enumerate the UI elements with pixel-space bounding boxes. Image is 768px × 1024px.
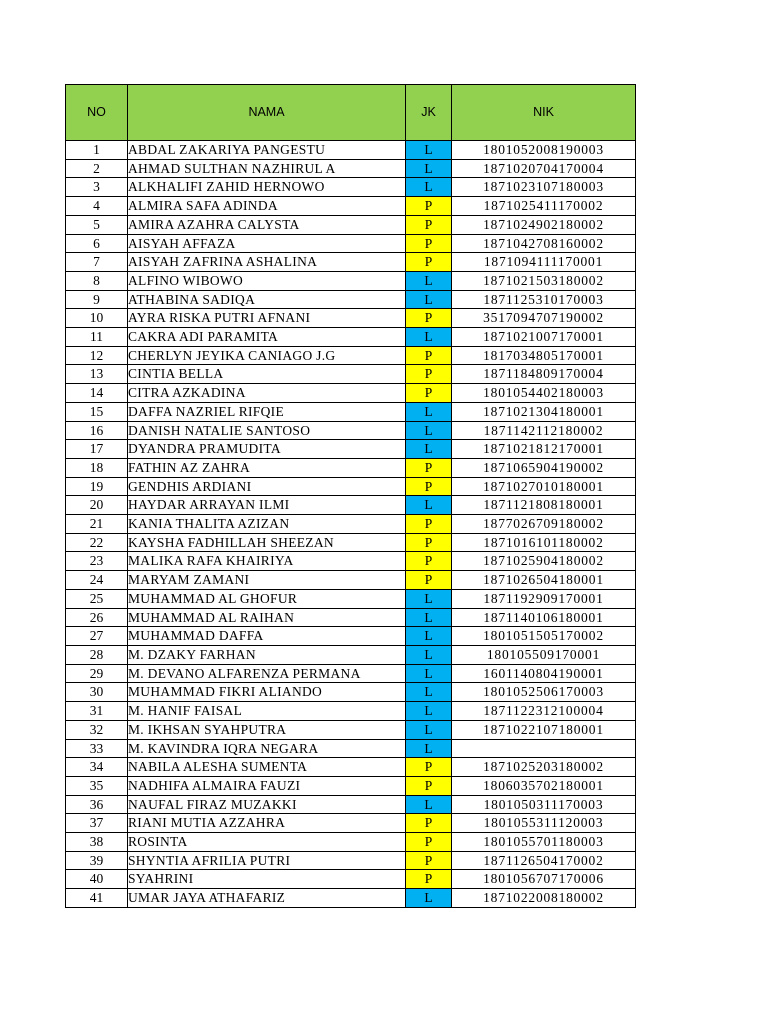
cell-no: 41 [66, 889, 128, 908]
cell-nik: 1601140804190001 [452, 664, 636, 683]
cell-no: 5 [66, 215, 128, 234]
cell-nik: 3517094707190002 [452, 309, 636, 328]
table-row [66, 664, 636, 683]
cell-no: 39 [66, 851, 128, 870]
table-row [66, 328, 636, 347]
cell-nik: 1871026504180001 [452, 571, 636, 590]
cell-nama: AMIRA AZAHRA CALYSTA [128, 215, 406, 234]
cell-nama: AISYAH ZAFRINA ASHALINA [128, 253, 406, 272]
cell-nik [452, 739, 636, 758]
table-row [66, 402, 636, 421]
cell-nik: 1806035702180001 [452, 776, 636, 795]
table-row [66, 234, 636, 253]
cell-nik: 1877026709180002 [452, 515, 636, 534]
cell-nama: NABILA ALESHA SUMENTA [128, 758, 406, 777]
cell-nama: MUHAMMAD DAFFA [128, 627, 406, 646]
cell-nama: MUHAMMAD AL GHOFUR [128, 589, 406, 608]
cell-nik: 1871023107180003 [452, 178, 636, 197]
cell-no: 40 [66, 870, 128, 889]
cell-no: 24 [66, 571, 128, 590]
cell-no: 26 [66, 608, 128, 627]
table-row [66, 197, 636, 216]
cell-jk: P [406, 833, 452, 852]
cell-jk: L [406, 889, 452, 908]
cell-no: 34 [66, 758, 128, 777]
table-row [66, 833, 636, 852]
cell-no: 20 [66, 496, 128, 515]
cell-no: 15 [66, 402, 128, 421]
cell-nik: 1801055701180003 [452, 833, 636, 852]
cell-no: 29 [66, 664, 128, 683]
cell-nik: 1801052506170003 [452, 683, 636, 702]
table-header [66, 85, 636, 141]
cell-jk: L [406, 421, 452, 440]
cell-nik: 180105509170001 [452, 645, 636, 664]
cell-jk: L [406, 627, 452, 646]
cell-nik: 1817034805170001 [452, 346, 636, 365]
cell-nik: 1801051505170002 [452, 627, 636, 646]
cell-jk: P [406, 309, 452, 328]
table-row [66, 365, 636, 384]
table-row [66, 627, 636, 646]
cell-jk: L [406, 608, 452, 627]
table-row [66, 552, 636, 571]
cell-nik: 1801055311120003 [452, 814, 636, 833]
cell-no: 36 [66, 795, 128, 814]
cell-jk: L [406, 178, 452, 197]
cell-nama: M. IKHSAN SYAHPUTRA [128, 720, 406, 739]
cell-nama: GENDHIS ARDIANI [128, 477, 406, 496]
cell-no: 23 [66, 552, 128, 571]
cell-no: 1 [66, 141, 128, 160]
cell-jk: P [406, 515, 452, 534]
cell-nik: 1871025411170002 [452, 197, 636, 216]
cell-nik: 1871121808180001 [452, 496, 636, 515]
cell-nik: 1871025904180002 [452, 552, 636, 571]
table-row [66, 758, 636, 777]
cell-no: 31 [66, 702, 128, 721]
cell-nik: 1871142112180002 [452, 421, 636, 440]
cell-no: 11 [66, 328, 128, 347]
cell-nik: 1871025203180002 [452, 758, 636, 777]
cell-jk: P [406, 365, 452, 384]
cell-jk: L [406, 664, 452, 683]
table-row [66, 720, 636, 739]
cell-jk: P [406, 234, 452, 253]
cell-nik: 1871094111170001 [452, 253, 636, 272]
cell-nama: KAYSHA FADHILLAH SHEEZAN [128, 533, 406, 552]
cell-jk: L [406, 402, 452, 421]
table-row [66, 814, 636, 833]
table-row [66, 159, 636, 178]
cell-nama: MARYAM ZAMANI [128, 571, 406, 590]
table-row [66, 178, 636, 197]
cell-nik: 1871022107180001 [452, 720, 636, 739]
cell-nik: 1871065904190002 [452, 458, 636, 477]
cell-jk: L [406, 159, 452, 178]
table-row [66, 889, 636, 908]
cell-nik: 1801056707170006 [452, 870, 636, 889]
cell-nik: 1871184809170004 [452, 365, 636, 384]
cell-no: 14 [66, 384, 128, 403]
cell-nama: M. DEVANO ALFARENZA PERMANA [128, 664, 406, 683]
cell-nik: 1871022008180002 [452, 889, 636, 908]
cell-nama: DAFFA NAZRIEL RIFQIE [128, 402, 406, 421]
cell-nama: SHYNTIA AFRILIA PUTRI [128, 851, 406, 870]
cell-jk: L [406, 496, 452, 515]
cell-jk: P [406, 215, 452, 234]
cell-no: 38 [66, 833, 128, 852]
cell-jk: L [406, 328, 452, 347]
cell-jk: P [406, 870, 452, 889]
cell-jk: L [406, 589, 452, 608]
cell-nama: NAUFAL FIRAZ MUZAKKI [128, 795, 406, 814]
table-row [66, 384, 636, 403]
header-nama: NAMA [128, 85, 406, 141]
cell-nama: ALFINO WIBOWO [128, 271, 406, 290]
cell-jk: P [406, 197, 452, 216]
cell-jk: P [406, 776, 452, 795]
cell-nik: 1871021304180001 [452, 402, 636, 421]
cell-jk: P [406, 571, 452, 590]
cell-nama: CITRA AZKADINA [128, 384, 406, 403]
cell-no: 30 [66, 683, 128, 702]
cell-nik: 1871021812170001 [452, 440, 636, 459]
cell-nik: 1871122312100004 [452, 702, 636, 721]
cell-nama: NADHIFA ALMAIRA FAUZI [128, 776, 406, 795]
cell-nik: 1801050311170003 [452, 795, 636, 814]
cell-nik: 1871020704170004 [452, 159, 636, 178]
cell-nama: MUHAMMAD FIKRI ALIANDO [128, 683, 406, 702]
table-row [66, 290, 636, 309]
cell-jk: L [406, 720, 452, 739]
cell-no: 6 [66, 234, 128, 253]
cell-no: 32 [66, 720, 128, 739]
table-row [66, 271, 636, 290]
cell-no: 18 [66, 458, 128, 477]
cell-nama: AYRA RISKA PUTRI AFNANI [128, 309, 406, 328]
cell-no: 17 [66, 440, 128, 459]
cell-no: 7 [66, 253, 128, 272]
cell-nik: 1871125310170003 [452, 290, 636, 309]
cell-jk: L [406, 290, 452, 309]
table-row [66, 346, 636, 365]
cell-no: 28 [66, 645, 128, 664]
cell-jk: P [406, 758, 452, 777]
table-row [66, 515, 636, 534]
cell-jk: L [406, 271, 452, 290]
table-row [66, 533, 636, 552]
cell-no: 21 [66, 515, 128, 534]
cell-nama: AISYAH AFFAZA [128, 234, 406, 253]
table-row [66, 215, 636, 234]
cell-no: 35 [66, 776, 128, 795]
cell-nama: CHERLYN JEYIKA CANIAGO J.G [128, 346, 406, 365]
cell-no: 16 [66, 421, 128, 440]
table-row [66, 683, 636, 702]
cell-nama: ABDAL ZAKARIYA PANGESTU [128, 141, 406, 160]
cell-nama: SYAHRINI [128, 870, 406, 889]
cell-jk: P [406, 814, 452, 833]
cell-nik: 1871140106180001 [452, 608, 636, 627]
table-row [66, 309, 636, 328]
cell-jk: L [406, 795, 452, 814]
cell-jk: L [406, 141, 452, 160]
cell-nama: ALMIRA SAFA ADINDA [128, 197, 406, 216]
header-nik: NIK [452, 85, 636, 141]
cell-jk: P [406, 552, 452, 571]
cell-no: 13 [66, 365, 128, 384]
cell-nama: M. DZAKY FARHAN [128, 645, 406, 664]
cell-no: 10 [66, 309, 128, 328]
table-row [66, 776, 636, 795]
cell-nik: 1871021007170001 [452, 328, 636, 347]
cell-nama: CAKRA ADI PARAMITA [128, 328, 406, 347]
table-row [66, 739, 636, 758]
cell-jk: P [406, 851, 452, 870]
cell-jk: P [406, 346, 452, 365]
cell-jk: P [406, 384, 452, 403]
cell-nama: M. KAVINDRA IQRA NEGARA [128, 739, 406, 758]
table-row [66, 458, 636, 477]
table-row [66, 421, 636, 440]
table-row [66, 870, 636, 889]
cell-no: 22 [66, 533, 128, 552]
cell-nama: FATHIN AZ ZAHRA [128, 458, 406, 477]
cell-nama: M. HANIF FAISAL [128, 702, 406, 721]
table-row [66, 851, 636, 870]
cell-no: 8 [66, 271, 128, 290]
cell-nama: DYANDRA PRAMUDITA [128, 440, 406, 459]
table-row [66, 589, 636, 608]
cell-nama: ALKHALIFI ZAHID HERNOWO [128, 178, 406, 197]
cell-jk: P [406, 253, 452, 272]
cell-jk: L [406, 683, 452, 702]
cell-nama: MUHAMMAD AL RAIHAN [128, 608, 406, 627]
cell-no: 19 [66, 477, 128, 496]
cell-nik: 1871016101180002 [452, 533, 636, 552]
header-no: NO [66, 85, 128, 141]
cell-no: 33 [66, 739, 128, 758]
cell-nama: CINTIA BELLA [128, 365, 406, 384]
cell-nama: MALIKA RAFA KHAIRIYA [128, 552, 406, 571]
cell-no: 4 [66, 197, 128, 216]
cell-no: 37 [66, 814, 128, 833]
cell-jk: P [406, 533, 452, 552]
cell-nik: 1871192909170001 [452, 589, 636, 608]
cell-nik: 1871021503180002 [452, 271, 636, 290]
cell-nama: UMAR JAYA ATHAFARIZ [128, 889, 406, 908]
cell-nik: 1871027010180001 [452, 477, 636, 496]
cell-no: 9 [66, 290, 128, 309]
table-row [66, 440, 636, 459]
cell-nama: HAYDAR ARRAYAN ILMI [128, 496, 406, 515]
cell-nama: DANISH NATALIE SANTOSO [128, 421, 406, 440]
cell-nama: RIANI MUTIA AZZAHRA [128, 814, 406, 833]
header-jk: JK [406, 85, 452, 141]
student-table [65, 84, 636, 908]
cell-nik: 1871024902180002 [452, 215, 636, 234]
table-row [66, 496, 636, 515]
cell-no: 2 [66, 159, 128, 178]
table-row [66, 795, 636, 814]
cell-nama: ROSINTA [128, 833, 406, 852]
table-row [66, 702, 636, 721]
cell-nama: AHMAD SULTHAN NAZHIRUL A [128, 159, 406, 178]
table-row [66, 608, 636, 627]
cell-nik: 1871126504170002 [452, 851, 636, 870]
table-row [66, 141, 636, 160]
cell-jk: L [406, 440, 452, 459]
table-row [66, 253, 636, 272]
table-row [66, 571, 636, 590]
cell-nik: 1801054402180003 [452, 384, 636, 403]
cell-no: 27 [66, 627, 128, 646]
cell-jk: L [406, 739, 452, 758]
cell-no: 12 [66, 346, 128, 365]
cell-nik: 1801052008190003 [452, 141, 636, 160]
cell-no: 25 [66, 589, 128, 608]
cell-jk: L [406, 645, 452, 664]
cell-jk: P [406, 458, 452, 477]
table-row [66, 477, 636, 496]
header-row [66, 85, 636, 141]
table-row [66, 645, 636, 664]
cell-nama: KANIA THALITA AZIZAN [128, 515, 406, 534]
cell-jk: L [406, 702, 452, 721]
cell-nama: ATHABINA SADIQA [128, 290, 406, 309]
cell-jk: P [406, 477, 452, 496]
cell-nik: 1871042708160002 [452, 234, 636, 253]
cell-no: 3 [66, 178, 128, 197]
table-body [66, 141, 636, 908]
